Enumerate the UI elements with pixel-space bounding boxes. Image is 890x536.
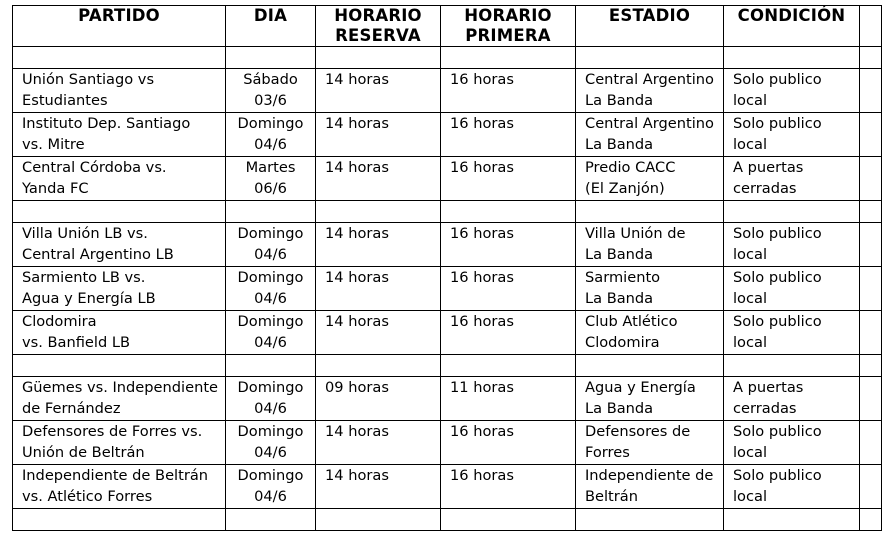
bottom-spacer-row xyxy=(13,509,882,531)
cell-horario-primera: 16 horas xyxy=(441,69,576,113)
table-row xyxy=(13,69,882,113)
cell-horario-primera: 16 horas xyxy=(441,421,576,465)
cell-partido: Defensores de Forres vs. Unión de Beltrán xyxy=(13,421,226,465)
cell-partido: Instituto Dep. Santiago vs. Mitre xyxy=(13,113,226,157)
group-spacer-row xyxy=(13,47,882,69)
cell-partido: Clodomira vs. Banfield LB xyxy=(13,311,226,355)
header-dia: DIA xyxy=(226,6,316,47)
cell-condicion: Solo publico local xyxy=(724,311,860,355)
cell-condicion: Solo publico local xyxy=(724,421,860,465)
cell-horario-primera: 11 horas xyxy=(441,377,576,421)
cell-extra xyxy=(860,157,882,201)
cell-dia: Domingo 04/6 xyxy=(226,267,316,311)
cell-dia: Martes 06/6 xyxy=(226,157,316,201)
table-row xyxy=(13,311,882,355)
cell-horario-reserva: 14 horas xyxy=(316,267,441,311)
cell-estadio: Sarmiento La Banda xyxy=(576,267,724,311)
header-partido: PARTIDO xyxy=(13,6,226,47)
cell-condicion: A puertas cerradas xyxy=(724,157,860,201)
table-row xyxy=(13,113,882,157)
cell-horario-reserva: 14 horas xyxy=(316,421,441,465)
table-row xyxy=(13,267,882,311)
cell-horario-reserva: 14 horas xyxy=(316,223,441,267)
cell-dia: Domingo 04/6 xyxy=(226,223,316,267)
cell-estadio: Agua y Energía La Banda xyxy=(576,377,724,421)
cell-horario-reserva: 14 horas xyxy=(316,157,441,201)
cell-extra xyxy=(860,223,882,267)
cell-condicion: A puertas cerradas xyxy=(724,377,860,421)
header-estadio: ESTADIO xyxy=(576,6,724,47)
group-spacer-row xyxy=(13,355,882,377)
header-extra xyxy=(860,6,882,47)
cell-horario-primera: 16 horas xyxy=(441,465,576,509)
cell-extra xyxy=(860,465,882,509)
cell-horario-primera: 16 horas xyxy=(441,113,576,157)
cell-extra xyxy=(860,311,882,355)
cell-extra xyxy=(860,421,882,465)
cell-dia: Domingo 04/6 xyxy=(226,465,316,509)
cell-estadio: Club Atlético Clodomira xyxy=(576,311,724,355)
cell-partido: Central Córdoba vs. Yanda FC xyxy=(13,157,226,201)
cell-partido: Villa Unión LB vs. Central Argentino LB xyxy=(13,223,226,267)
cell-extra xyxy=(860,377,882,421)
cell-dia: Domingo 04/6 xyxy=(226,113,316,157)
cell-dia: Sábado 03/6 xyxy=(226,69,316,113)
cell-dia: Domingo 04/6 xyxy=(226,377,316,421)
fixture-table xyxy=(12,5,882,531)
cell-estadio: Villa Unión de La Banda xyxy=(576,223,724,267)
cell-horario-reserva: 14 horas xyxy=(316,311,441,355)
cell-extra xyxy=(860,267,882,311)
cell-extra xyxy=(860,113,882,157)
cell-partido: Unión Santiago vs Estudiantes xyxy=(13,69,226,113)
cell-condicion: Solo publico local xyxy=(724,223,860,267)
cell-dia: Domingo 04/6 xyxy=(226,421,316,465)
cell-extra xyxy=(860,69,882,113)
cell-horario-primera: 16 horas xyxy=(441,157,576,201)
cell-horario-reserva: 14 horas xyxy=(316,113,441,157)
table-row xyxy=(13,157,882,201)
header-condicion: CONDICIÓN xyxy=(724,6,860,47)
cell-estadio: Central Argentino La Banda xyxy=(576,69,724,113)
cell-estadio: Defensores de Forres xyxy=(576,421,724,465)
cell-partido: Independiente de Beltrán vs. Atlético Forres xyxy=(13,465,226,509)
group-spacer-row xyxy=(13,201,882,223)
cell-condicion: Solo publico local xyxy=(724,267,860,311)
table-row xyxy=(13,223,882,267)
table-row xyxy=(13,421,882,465)
table-row xyxy=(13,465,882,509)
cell-condicion: Solo publico local xyxy=(724,69,860,113)
cell-horario-reserva: 14 horas xyxy=(316,69,441,113)
cell-condicion: Solo publico local xyxy=(724,465,860,509)
cell-horario-reserva: 14 horas xyxy=(316,465,441,509)
cell-estadio: Predio CACC (El Zanjón) xyxy=(576,157,724,201)
cell-estadio: Independiente de Beltrán xyxy=(576,465,724,509)
header-row xyxy=(13,6,882,47)
cell-horario-primera: 16 horas xyxy=(441,311,576,355)
cell-partido: Sarmiento LB vs. Agua y Energía LB xyxy=(13,267,226,311)
cell-dia: Domingo 04/6 xyxy=(226,311,316,355)
cell-horario-reserva: 09 horas xyxy=(316,377,441,421)
cell-condicion: Solo publico local xyxy=(724,113,860,157)
header-horario-primera: HORARIO PRIMERA xyxy=(441,6,576,47)
cell-partido: Güemes vs. Independiente de Fernández xyxy=(13,377,226,421)
cell-estadio: Central Argentino La Banda xyxy=(576,113,724,157)
cell-horario-primera: 16 horas xyxy=(441,267,576,311)
table-row xyxy=(13,377,882,421)
header-horario-reserva: HORARIO RESERVA xyxy=(316,6,441,47)
cell-horario-primera: 16 horas xyxy=(441,223,576,267)
